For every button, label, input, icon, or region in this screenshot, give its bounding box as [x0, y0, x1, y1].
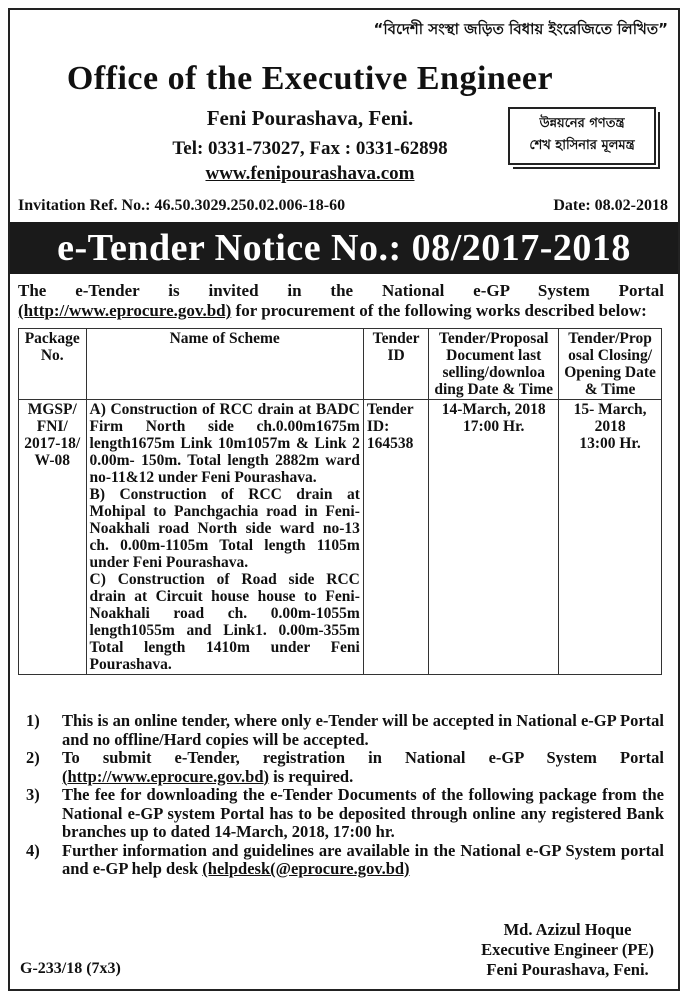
eprocure-link[interactable]: (http://www.eprocure.gov.bd)	[62, 766, 270, 786]
signatory-office: Feni Pourashava, Feni.	[486, 960, 649, 979]
footer-code: G-233/18 (7x3)	[20, 960, 121, 977]
intro-line-2-text: for procurement of the following works described below:	[231, 301, 647, 320]
list-item	[18, 712, 664, 749]
slogan-line-2: শেখ হাসিনার মূলমন্ত্র	[529, 138, 635, 153]
scheme-b: B) Construction of RCC drain at Mohipal to Panchgachia road in Feni-Noakhali road North side ward no-13 ch. 0.00m-1105m Total length 1105m under Feni Pourashava.	[89, 486, 360, 571]
closing-date: 15- March, 2018	[573, 401, 647, 435]
notice-date: Date: 08.02-2018	[553, 197, 668, 214]
note-number: 1)	[26, 711, 40, 730]
table-row	[19, 400, 662, 675]
header-package: Package No.	[19, 329, 87, 400]
list-item	[18, 786, 664, 842]
note-number: 4)	[26, 840, 40, 860]
intro-line-1: The e-Tender is invited in the National e-GP System Portal	[18, 281, 664, 300]
scheme-a: A) Construction of RCC drain at BADC Firm North side ch.0.00m1675m length1675m Link 10m1057m & Link 2 0.00m- 150m. Total length 2882m ward no-11&12 under Feni Pourashava.	[89, 401, 360, 486]
eprocure-link[interactable]: (http://www.eprocure.gov.bd)	[18, 301, 232, 320]
slogan-line-1: উন্নয়নের গণতন্ত্র	[539, 116, 625, 131]
tender-table	[18, 328, 662, 675]
cell-scheme	[86, 400, 363, 675]
scheme-c: C) Construction of Road side RCC drain at Circuit house house to Feni-Noakhali road ch. 0.00m-1055m length1055m and Link1. 0.00m-355m Total length 1410m under Feni Pourashava.	[89, 571, 360, 673]
intro-paragraph	[18, 281, 664, 321]
doc-time: 17:00 Hr.	[463, 418, 525, 435]
header-closing: Tender/Prop osal Closing/ Opening Date & Time	[559, 329, 662, 400]
list-item	[18, 749, 664, 786]
intro-line-2	[18, 301, 664, 321]
note-number: 3)	[26, 785, 40, 804]
signature-block	[481, 920, 654, 980]
header-tender-id: Tender ID	[363, 329, 428, 400]
bangla-note: “বিদেশী সংস্থা জড়িত বিধায় ইংরেজিতে লিখিত”	[373, 20, 668, 38]
tender-notice-page	[8, 8, 680, 991]
website-link[interactable]: www.fenipourashava.com	[205, 163, 415, 184]
notes-list	[18, 712, 664, 879]
cell-tender-id: Tender ID: 164538	[363, 400, 428, 675]
note-text-after: is required.	[269, 766, 354, 786]
contact-line: Tel: 0331-73027, Fax : 0331-62898	[172, 138, 448, 159]
notice-banner: e-Tender Notice No.: 08/2017-2018	[10, 222, 678, 274]
closing-time: 13:00 Hr.	[579, 435, 641, 452]
list-item	[18, 842, 664, 879]
cell-closing	[559, 400, 662, 675]
doc-date: 14-March, 2018	[441, 401, 546, 418]
helpdesk-link[interactable]: (helpdesk(@eprocure.gov.bd)	[202, 859, 410, 878]
note-number: 2)	[26, 748, 40, 767]
note-text: The fee for downloading the e-Tender Documents of the following package from the National e-GP system Portal has to be deposited through online any registered Bank branches up to dated 14-March, 2018, 17:00 hr.	[62, 785, 664, 841]
invitation-ref: Invitation Ref. No.: 46.50.3029.250.02.006-18-60	[18, 197, 346, 214]
note-text: This is an online tender, where only e-Tender will be accepted in National e-GP Portal and no offline/Hard copies will be accepted.	[62, 711, 664, 749]
slogan-box	[508, 107, 656, 165]
table-header-row	[19, 329, 662, 400]
header-doc-date: Tender/Proposal Document last selling/downloa ding Date & Time	[429, 329, 559, 400]
office-subtitle: Feni Pourashava, Feni.	[206, 106, 414, 130]
header-scheme: Name of Scheme	[86, 329, 363, 400]
note-text: Further information and guidelines are available in the National e-GP System portal and e-GP help desk	[62, 840, 664, 878]
signatory-name: Md. Azizul Hoque	[503, 920, 632, 939]
office-title: Office of the Executive Engineer	[66, 60, 554, 97]
note-text: To submit e-Tender, registration in National e-GP System Portal	[62, 748, 664, 767]
signatory-designation: Executive Engineer (PE)	[481, 940, 654, 959]
cell-doc-date	[429, 400, 559, 675]
reference-row	[18, 197, 668, 215]
cell-package: MGSP/ FNI/ 2017-18/ W-08	[19, 400, 87, 675]
